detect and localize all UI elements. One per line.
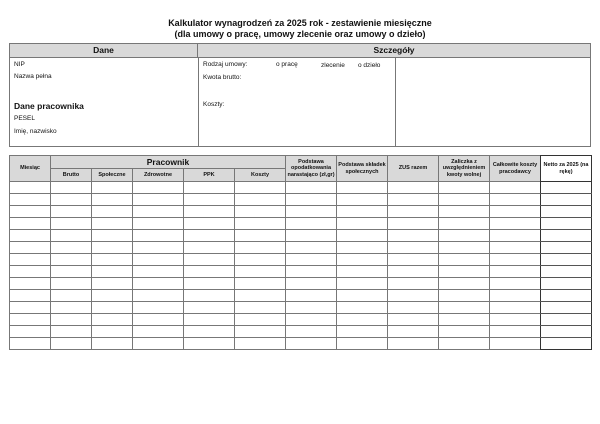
table-cell[interactable] bbox=[490, 242, 541, 254]
table-cell[interactable] bbox=[439, 218, 490, 230]
health-header: Zdrowotne bbox=[133, 169, 184, 182]
table-cell[interactable] bbox=[235, 230, 286, 242]
table-cell[interactable] bbox=[490, 314, 541, 326]
table-cell[interactable] bbox=[51, 266, 92, 278]
table-cell[interactable] bbox=[337, 230, 388, 242]
table-cell[interactable] bbox=[133, 182, 184, 194]
table-cell[interactable] bbox=[337, 326, 388, 338]
employee-group-header: Pracownik bbox=[51, 156, 286, 169]
table-cell[interactable] bbox=[10, 290, 51, 302]
table-cell[interactable] bbox=[133, 206, 184, 218]
table-cell[interactable] bbox=[337, 194, 388, 206]
table-cell[interactable] bbox=[439, 194, 490, 206]
table-cell[interactable] bbox=[388, 302, 439, 314]
table-cell[interactable] bbox=[490, 290, 541, 302]
table-cell[interactable] bbox=[235, 242, 286, 254]
table-cell[interactable] bbox=[490, 302, 541, 314]
table-cell[interactable] bbox=[92, 338, 133, 350]
netto-row bbox=[541, 182, 592, 194]
table-cell[interactable] bbox=[184, 206, 235, 218]
social-base-header: Podstawa składek społecznych bbox=[337, 156, 388, 182]
divider bbox=[198, 58, 199, 146]
table-cell[interactable] bbox=[439, 302, 490, 314]
table-cell[interactable] bbox=[337, 254, 388, 266]
table-cell[interactable] bbox=[10, 266, 51, 278]
table-cell[interactable] bbox=[92, 278, 133, 290]
table-cell[interactable] bbox=[286, 230, 337, 242]
table-cell[interactable] bbox=[133, 314, 184, 326]
table-row bbox=[10, 290, 541, 302]
ppk-header: PPK bbox=[184, 169, 235, 182]
table-cell[interactable] bbox=[286, 182, 337, 194]
table-cell[interactable] bbox=[133, 290, 184, 302]
month-header: Miesiąc bbox=[10, 156, 51, 182]
netto-cell[interactable] bbox=[541, 278, 592, 290]
table-cell[interactable] bbox=[490, 206, 541, 218]
table-cell[interactable] bbox=[388, 254, 439, 266]
table-cell[interactable] bbox=[92, 182, 133, 194]
employee-section-title: Dane pracownika bbox=[14, 101, 84, 111]
netto-cell[interactable] bbox=[541, 290, 592, 302]
tax-base-header: Podstawa opodatkowania narastająco (zł,gr) bbox=[286, 156, 337, 182]
table-cell[interactable] bbox=[337, 290, 388, 302]
table-cell[interactable] bbox=[184, 242, 235, 254]
table-cell[interactable] bbox=[388, 218, 439, 230]
table-cell[interactable] bbox=[51, 206, 92, 218]
table-cell[interactable] bbox=[439, 230, 490, 242]
netto-row bbox=[541, 242, 592, 254]
advance-tax-header: Zaliczka z uwzględnieniem kwoty wolnej bbox=[439, 156, 490, 182]
table-cell[interactable] bbox=[10, 218, 51, 230]
divider bbox=[395, 58, 396, 146]
table-cell[interactable] bbox=[439, 326, 490, 338]
table-cell[interactable] bbox=[439, 290, 490, 302]
costs-label: Koszty: bbox=[203, 101, 225, 108]
table-cell[interactable] bbox=[10, 338, 51, 350]
zus-total-header: ZUS razem bbox=[388, 156, 439, 182]
table-cell[interactable] bbox=[388, 242, 439, 254]
table-cell[interactable] bbox=[184, 338, 235, 350]
table-cell[interactable] bbox=[235, 254, 286, 266]
netto-row bbox=[541, 326, 592, 338]
table-cell[interactable] bbox=[10, 314, 51, 326]
table-cell[interactable] bbox=[51, 230, 92, 242]
table-cell[interactable] bbox=[51, 338, 92, 350]
table-cell[interactable] bbox=[490, 194, 541, 206]
netto-cell[interactable] bbox=[541, 218, 592, 230]
table-cell[interactable] bbox=[388, 182, 439, 194]
table-cell[interactable] bbox=[10, 230, 51, 242]
table-cell[interactable] bbox=[92, 290, 133, 302]
table-row bbox=[10, 230, 541, 242]
table-cell[interactable] bbox=[490, 278, 541, 290]
table-cell[interactable] bbox=[388, 290, 439, 302]
netto-row bbox=[541, 302, 592, 314]
table-cell[interactable] bbox=[184, 182, 235, 194]
table-cell[interactable] bbox=[92, 242, 133, 254]
table-cell[interactable] bbox=[337, 302, 388, 314]
table-cell[interactable] bbox=[10, 182, 51, 194]
table-cell[interactable] bbox=[286, 206, 337, 218]
table-cell[interactable] bbox=[51, 254, 92, 266]
table-cell[interactable] bbox=[388, 278, 439, 290]
table-cell[interactable] bbox=[10, 254, 51, 266]
netto-header: Netto za 2025 (na rękę) bbox=[541, 156, 592, 182]
table-cell[interactable] bbox=[184, 278, 235, 290]
table-cell[interactable] bbox=[235, 266, 286, 278]
table-cell[interactable] bbox=[286, 290, 337, 302]
table-cell[interactable] bbox=[235, 278, 286, 290]
table-cell[interactable] bbox=[439, 338, 490, 350]
table-row bbox=[10, 242, 541, 254]
brutto-header: Brutto bbox=[51, 169, 92, 182]
table-cell[interactable] bbox=[490, 182, 541, 194]
table-cell[interactable] bbox=[235, 182, 286, 194]
table-row bbox=[10, 338, 541, 350]
netto-row bbox=[541, 290, 592, 302]
monthly-table bbox=[9, 155, 541, 350]
table-cell[interactable] bbox=[51, 290, 92, 302]
table-cell[interactable] bbox=[286, 254, 337, 266]
table-cell[interactable] bbox=[286, 278, 337, 290]
table-cell[interactable] bbox=[133, 218, 184, 230]
table-cell[interactable] bbox=[439, 182, 490, 194]
contract-option-mandate[interactable]: zlecenie bbox=[321, 62, 345, 69]
table-cell[interactable] bbox=[10, 278, 51, 290]
table-cell[interactable] bbox=[439, 278, 490, 290]
table-cell[interactable] bbox=[490, 218, 541, 230]
table-cell[interactable] bbox=[337, 278, 388, 290]
netto-row bbox=[541, 254, 592, 266]
netto-cell[interactable] bbox=[541, 194, 592, 206]
table-cell[interactable] bbox=[235, 206, 286, 218]
details-header: Szczegóły bbox=[198, 44, 590, 58]
table-cell[interactable] bbox=[92, 254, 133, 266]
table-cell[interactable] bbox=[184, 314, 235, 326]
netto-row bbox=[541, 218, 592, 230]
data-header: Dane bbox=[10, 44, 198, 58]
table-cell[interactable] bbox=[286, 194, 337, 206]
netto-row bbox=[541, 266, 592, 278]
table-cell[interactable] bbox=[388, 338, 439, 350]
table-cell[interactable] bbox=[439, 266, 490, 278]
table-cell[interactable] bbox=[337, 266, 388, 278]
table-cell[interactable] bbox=[490, 254, 541, 266]
table-cell[interactable] bbox=[388, 326, 439, 338]
table-cell[interactable] bbox=[286, 338, 337, 350]
table-cell[interactable] bbox=[51, 182, 92, 194]
table-cell[interactable] bbox=[51, 326, 92, 338]
netto-cell[interactable] bbox=[541, 242, 592, 254]
table-cell[interactable] bbox=[92, 194, 133, 206]
table-cell[interactable] bbox=[133, 278, 184, 290]
table-cell[interactable] bbox=[337, 338, 388, 350]
table-cell[interactable] bbox=[337, 218, 388, 230]
table-cell[interactable] bbox=[286, 266, 337, 278]
netto-cell[interactable] bbox=[541, 314, 592, 326]
table-cell[interactable] bbox=[490, 338, 541, 350]
table-cell[interactable] bbox=[439, 254, 490, 266]
table-cell[interactable] bbox=[490, 326, 541, 338]
company-name-label: Nazwa pełna bbox=[14, 73, 52, 80]
employer-cost-header: Całkowite koszty pracodawcy bbox=[490, 156, 541, 182]
table-cell[interactable] bbox=[235, 326, 286, 338]
table-cell[interactable] bbox=[92, 314, 133, 326]
table-cell[interactable] bbox=[337, 182, 388, 194]
table-cell[interactable] bbox=[286, 218, 337, 230]
table-cell[interactable] bbox=[51, 194, 92, 206]
table-cell[interactable] bbox=[10, 242, 51, 254]
costs-header: Koszty bbox=[235, 169, 286, 182]
table-cell[interactable] bbox=[10, 206, 51, 218]
table-cell[interactable] bbox=[92, 326, 133, 338]
table-row bbox=[10, 218, 541, 230]
table-cell[interactable] bbox=[133, 230, 184, 242]
table-cell[interactable] bbox=[286, 302, 337, 314]
table-cell[interactable] bbox=[184, 266, 235, 278]
table-row bbox=[10, 194, 541, 206]
table-cell[interactable] bbox=[184, 230, 235, 242]
table-cell[interactable] bbox=[133, 194, 184, 206]
gross-amount-label: Kwota brutto: bbox=[203, 74, 242, 81]
netto-cell[interactable] bbox=[541, 182, 592, 194]
table-cell[interactable] bbox=[388, 266, 439, 278]
contract-option-employment[interactable]: o pracę bbox=[276, 61, 298, 68]
table-row bbox=[10, 326, 541, 338]
table-cell[interactable] bbox=[286, 314, 337, 326]
netto-row bbox=[541, 278, 592, 290]
table-cell[interactable] bbox=[235, 338, 286, 350]
table-row bbox=[10, 254, 541, 266]
netto-table bbox=[540, 155, 592, 350]
table-cell[interactable] bbox=[92, 302, 133, 314]
table-cell[interactable] bbox=[184, 326, 235, 338]
netto-cell[interactable] bbox=[541, 338, 592, 350]
table-cell[interactable] bbox=[51, 302, 92, 314]
netto-cell[interactable] bbox=[541, 266, 592, 278]
netto-row bbox=[541, 206, 592, 218]
table-cell[interactable] bbox=[286, 242, 337, 254]
table-cell[interactable] bbox=[286, 326, 337, 338]
table-cell[interactable] bbox=[51, 314, 92, 326]
info-section bbox=[9, 43, 591, 147]
netto-cell[interactable] bbox=[541, 302, 592, 314]
table-cell[interactable] bbox=[337, 242, 388, 254]
contract-option-specific-work[interactable]: o dzieło bbox=[358, 62, 381, 69]
table-cell[interactable] bbox=[439, 314, 490, 326]
netto-row bbox=[541, 194, 592, 206]
table-cell[interactable] bbox=[235, 314, 286, 326]
page-title: Kalkulator wynagrodzeń za 2025 rok - zestawienie miesięczne bbox=[168, 18, 432, 28]
table-cell[interactable] bbox=[10, 302, 51, 314]
table-cell[interactable] bbox=[133, 242, 184, 254]
table-cell[interactable] bbox=[133, 326, 184, 338]
table-cell[interactable] bbox=[92, 266, 133, 278]
netto-cell[interactable] bbox=[541, 230, 592, 242]
table-cell[interactable] bbox=[133, 302, 184, 314]
table-cell[interactable] bbox=[388, 194, 439, 206]
table-cell[interactable] bbox=[337, 206, 388, 218]
page-subtitle: (dla umowy o pracę, umowy zlecenie oraz umowy o dzieło) bbox=[174, 29, 426, 39]
table-cell[interactable] bbox=[92, 206, 133, 218]
table-cell[interactable] bbox=[490, 230, 541, 242]
table-cell[interactable] bbox=[235, 290, 286, 302]
table-cell[interactable] bbox=[235, 194, 286, 206]
full-name-label: Imię, nazwisko bbox=[14, 128, 57, 135]
netto-cell[interactable] bbox=[541, 206, 592, 218]
table-cell[interactable] bbox=[133, 254, 184, 266]
table-cell[interactable] bbox=[51, 278, 92, 290]
table-cell[interactable] bbox=[439, 206, 490, 218]
table-cell[interactable] bbox=[388, 314, 439, 326]
table-cell[interactable] bbox=[184, 194, 235, 206]
table-cell[interactable] bbox=[92, 218, 133, 230]
table-cell[interactable] bbox=[10, 194, 51, 206]
table-cell[interactable] bbox=[133, 338, 184, 350]
table-cell[interactable] bbox=[51, 242, 92, 254]
table-row bbox=[10, 206, 541, 218]
table-cell[interactable] bbox=[235, 218, 286, 230]
table-cell[interactable] bbox=[388, 230, 439, 242]
table-row bbox=[10, 302, 541, 314]
netto-cell[interactable] bbox=[541, 326, 592, 338]
table-cell[interactable] bbox=[92, 230, 133, 242]
table-row bbox=[10, 182, 541, 194]
table-cell[interactable] bbox=[235, 302, 286, 314]
netto-row bbox=[541, 314, 592, 326]
netto-row bbox=[541, 230, 592, 242]
nip-label: NIP bbox=[14, 61, 25, 68]
table-cell[interactable] bbox=[184, 218, 235, 230]
table-row bbox=[10, 314, 541, 326]
netto-cell[interactable] bbox=[541, 254, 592, 266]
table-row bbox=[10, 266, 541, 278]
table-cell[interactable] bbox=[51, 218, 92, 230]
table-cell[interactable] bbox=[184, 254, 235, 266]
pesel-label: PESEL bbox=[14, 115, 35, 122]
netto-row bbox=[541, 338, 592, 350]
table-cell[interactable] bbox=[133, 266, 184, 278]
table-cell[interactable] bbox=[10, 326, 51, 338]
social-header: Społeczne bbox=[92, 169, 133, 182]
table-cell[interactable] bbox=[337, 314, 388, 326]
table-cell[interactable] bbox=[388, 206, 439, 218]
contract-type-label: Rodzaj umowy: bbox=[203, 61, 248, 68]
table-row bbox=[10, 278, 541, 290]
table-cell[interactable] bbox=[490, 266, 541, 278]
table-cell[interactable] bbox=[184, 290, 235, 302]
table-cell[interactable] bbox=[439, 242, 490, 254]
table-cell[interactable] bbox=[184, 302, 235, 314]
